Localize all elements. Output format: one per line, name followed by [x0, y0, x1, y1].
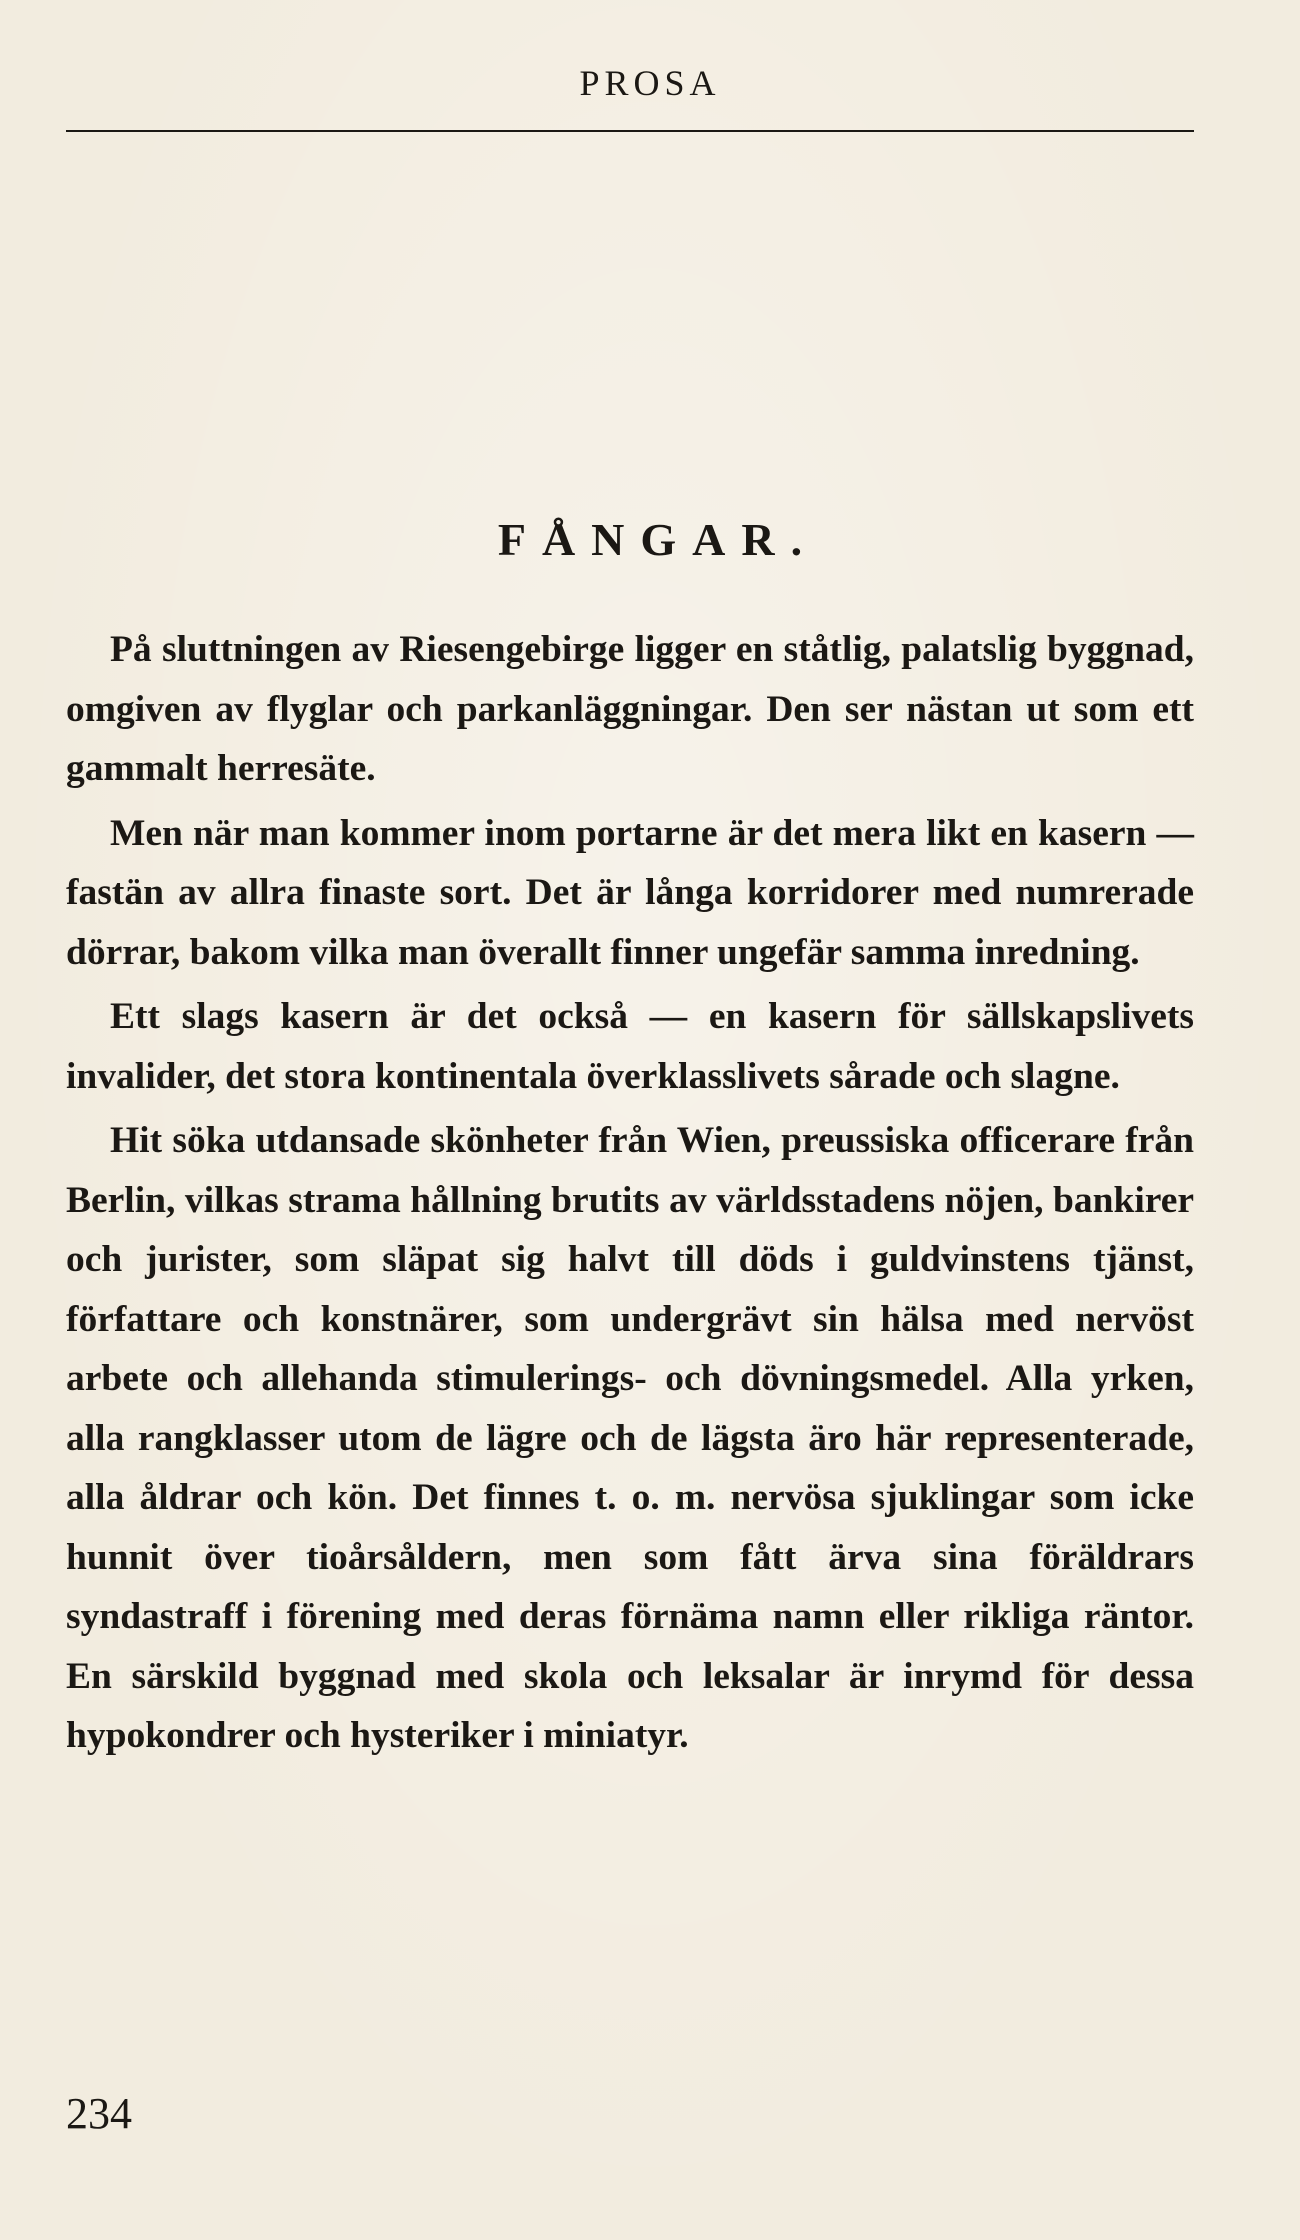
- page-number: 234: [66, 2089, 132, 2138]
- running-head: PROSA: [579, 63, 721, 103]
- paragraph: På sluttningen av Riesengebirge ligger en ståtlig, palatslig byggnad, omgiven av flyglar och parkanläggningar. Den ser nästan ut som ett gammalt herresäte.: [66, 629, 1194, 789]
- chapter-title: FÅNGAR.: [497, 513, 819, 565]
- header-rule: [66, 130, 1194, 132]
- paragraph: Men när man kommer inom portarne är det mera likt en kasern — fastän av allra finaste sort. Det är långa korridorer med numrerade dörrar, bakom vilka man överallt finner ungefär samma inredning.: [66, 812, 1194, 973]
- body-text: [66, 620, 1194, 1771]
- paragraph: Hit söka utdansade skönheter från Wien, preussiska officerare från Berlin, vilkas strama hållning brutits av världsstadens nöjen, bankirer och jurister, som släpat sig halvt till döds i guldvinstens tjänst, författare och konstnärer, som undergrävt sin hälsa med nervöst arbete och allehanda stimulerings- och dövningsmedel. Alla yrken, alla rangklasser utom de lägre och de lägsta äro här representerade, alla åldrar och kön. Det finnes t. o. m. nervösa sjuklingar som icke hunnit över tioårsåldern, men som fått ärva sina föräldrars syndastraff i förening med deras förnäma namn eller rikliga räntor. En särskild byggnad med skola och leksalar är inrymd för dessa hypokondrer och hysteriker i miniatyr.: [66, 1120, 1194, 1756]
- paragraph: Ett slags kasern är det också — en kasern för sällskapslivets invalider, det stora kontinentala överklasslivets sårade och slagne.: [66, 996, 1194, 1097]
